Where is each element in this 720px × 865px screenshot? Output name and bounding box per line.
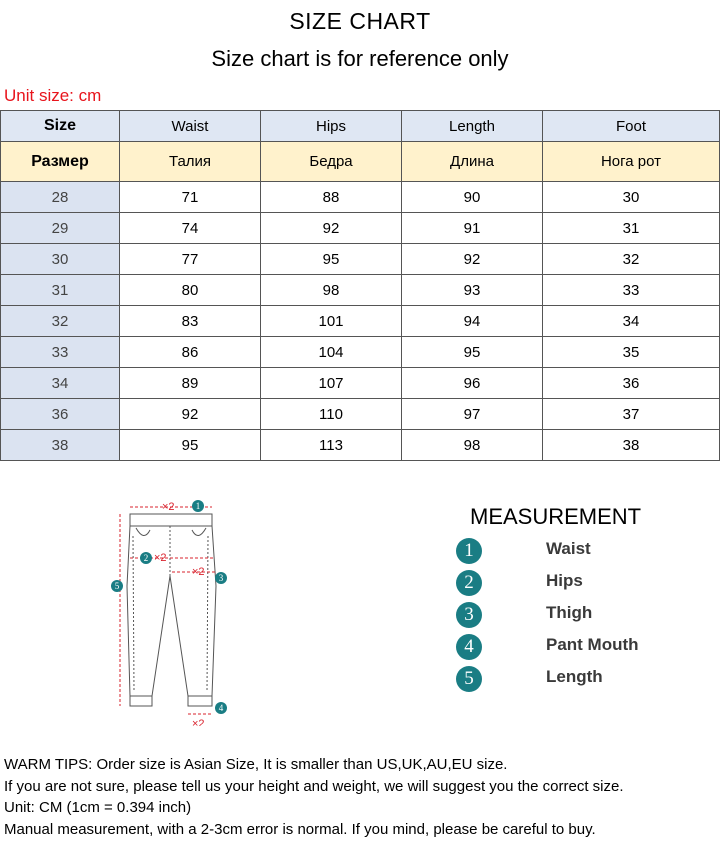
value-cell: 92 [120, 399, 261, 430]
legend-label: Length [546, 667, 603, 686]
value-cell: 101 [261, 306, 402, 337]
value-cell: 86 [120, 337, 261, 368]
pants-waistband [130, 514, 212, 526]
table-row [1, 244, 720, 275]
value-cell: 95 [402, 337, 543, 368]
left-cuff [130, 696, 152, 706]
value-cell: 92 [402, 244, 543, 275]
badge-2-text: 2 [143, 553, 149, 563]
value-cell: 95 [120, 430, 261, 461]
value-cell: 33 [543, 275, 720, 306]
legend-item-thigh [456, 602, 676, 634]
value-cell: 97 [402, 399, 543, 430]
number-2-icon: 2 [456, 570, 482, 596]
header-cell: Waist [120, 111, 261, 142]
unit-label: Unit size: cm [4, 86, 102, 105]
value-cell: 37 [543, 399, 720, 430]
mouth-mark: ×2 [192, 718, 205, 726]
size-cell: 28 [1, 182, 120, 213]
table-row [1, 275, 720, 306]
pants-outline [127, 526, 216, 696]
value-cell: 93 [402, 275, 543, 306]
size-cell: 38 [1, 430, 120, 461]
legend-item-pant-mouth [456, 634, 676, 666]
value-cell: 36 [543, 368, 720, 399]
value-cell: 30 [543, 182, 720, 213]
value-cell: 113 [261, 430, 402, 461]
size-table [0, 110, 720, 461]
value-cell: 80 [120, 275, 261, 306]
page-title: SIZE CHART [289, 8, 431, 34]
value-cell: 110 [261, 399, 402, 430]
badge-5-text: 5 [114, 581, 120, 591]
value-cell: 98 [261, 275, 402, 306]
header-cell: Бедра [261, 142, 402, 182]
legend-item-hips [456, 570, 676, 602]
right-seam [207, 536, 208, 692]
value-cell: 90 [402, 182, 543, 213]
legend-label: Pant Mouth [546, 635, 639, 654]
right-cuff [188, 696, 212, 706]
value-cell: 31 [543, 213, 720, 244]
legend-label: Thigh [546, 603, 593, 622]
value-cell: 77 [120, 244, 261, 275]
number-4-icon: 4 [456, 634, 482, 660]
value-cell: 83 [120, 306, 261, 337]
size-cell: 36 [1, 399, 120, 430]
warm-tips [4, 754, 624, 840]
header-cell: Талия [120, 142, 261, 182]
thigh-mark: ×2 [192, 566, 205, 578]
badge-4-text: 4 [218, 703, 224, 713]
header-cell: Hips [261, 111, 402, 142]
size-cell: 30 [1, 244, 120, 275]
legend-item-waist [456, 538, 676, 570]
legend-item-length [456, 666, 676, 698]
value-cell: 92 [261, 213, 402, 244]
value-cell: 88 [261, 182, 402, 213]
header-cell: Нога рот [543, 142, 720, 182]
value-cell: 104 [261, 337, 402, 368]
value-cell: 95 [261, 244, 402, 275]
waist-mark: ×2 [162, 501, 175, 513]
table-row [1, 306, 720, 337]
badge-1-text: 1 [195, 501, 201, 511]
pants-diagram [100, 496, 240, 726]
size-cell: 29 [1, 213, 120, 244]
size-cell: 33 [1, 337, 120, 368]
value-cell: 96 [402, 368, 543, 399]
value-cell: 91 [402, 213, 543, 244]
value-cell: 94 [402, 306, 543, 337]
measurement-legend [456, 538, 676, 698]
value-cell: 98 [402, 430, 543, 461]
table-row [1, 337, 720, 368]
table-row [1, 213, 720, 244]
value-cell: 32 [543, 244, 720, 275]
value-cell: 107 [261, 368, 402, 399]
tip-line: Manual measurement, with a 2-3cm error is normal. If you mind, please be careful to buy. [4, 820, 596, 838]
value-cell: 71 [120, 182, 261, 213]
size-cell: 34 [1, 368, 120, 399]
value-cell: 38 [543, 430, 720, 461]
tip-line: If you are not sure, please tell us your height and weight, we will suggest you the correct size. [4, 777, 624, 795]
tip-line: WARM TIPS: Order size is Asian Size, It is smaller than US,UK,AU,EU size. [4, 756, 508, 773]
header-row-english [1, 111, 720, 142]
header-cell: Length [402, 111, 543, 142]
measurement-title: MEASUREMENT [470, 504, 642, 529]
badge-3-text: 3 [218, 573, 224, 583]
value-cell: 35 [543, 337, 720, 368]
table-row [1, 430, 720, 461]
right-pocket [192, 528, 206, 536]
legend-label: Hips [546, 571, 583, 590]
legend-label: Waist [546, 539, 591, 558]
number-1-icon: 1 [456, 538, 482, 564]
value-cell: 34 [543, 306, 720, 337]
size-cell: 31 [1, 275, 120, 306]
left-pocket [136, 528, 150, 536]
header-row-russian [1, 142, 720, 182]
table-row [1, 368, 720, 399]
header-cell: Размер [1, 142, 120, 182]
table-row [1, 182, 720, 213]
number-3-icon: 3 [456, 602, 482, 628]
hips-mark: ×2 [154, 552, 167, 564]
number-5-icon: 5 [456, 666, 482, 692]
value-cell: 74 [120, 213, 261, 244]
page-subtitle: Size chart is for reference only [211, 46, 509, 71]
header-cell: Длина [402, 142, 543, 182]
size-cell: 32 [1, 306, 120, 337]
tip-line: Unit: CM (1cm = 0.394 inch) [4, 799, 192, 816]
left-seam [133, 536, 134, 692]
value-cell: 89 [120, 368, 261, 399]
table-row [1, 399, 720, 430]
header-cell: Foot [543, 111, 720, 142]
header-cell: Size [1, 111, 120, 142]
